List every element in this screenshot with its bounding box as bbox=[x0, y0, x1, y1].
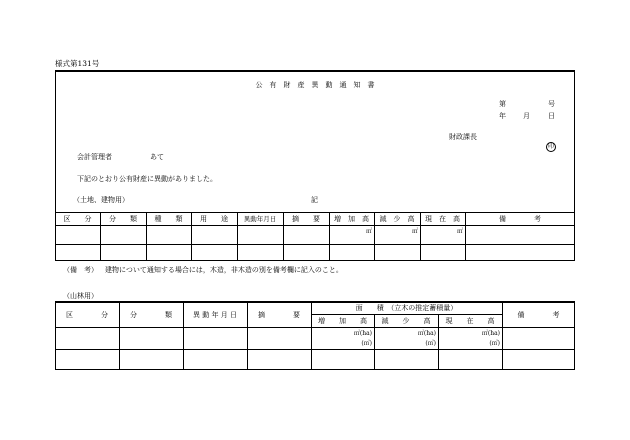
recipient: 会計管理者 bbox=[77, 153, 112, 161]
date-day-label: 日 bbox=[548, 112, 555, 120]
forest-label: （山林用） bbox=[63, 292, 98, 300]
unit-current: ㎡ bbox=[456, 228, 463, 235]
forest-unit-m3-decrease: (㎥) bbox=[425, 340, 436, 347]
forest-col-bunrui: 分 類 bbox=[130, 311, 172, 319]
body-text: 下記のとおり公有財産に異動がありました。 bbox=[77, 175, 217, 183]
forest-col-biko: 備 考 bbox=[517, 311, 560, 319]
ki-label: 記 bbox=[311, 196, 318, 204]
forest-col-date: 異 動 年 月 日 bbox=[193, 311, 237, 319]
forest-unit-ha-current: ㎡(ha) bbox=[481, 330, 500, 337]
number-label-dai: 第 bbox=[499, 100, 506, 108]
forest-header-bottom bbox=[55, 327, 575, 328]
col-header-shurui: 種 類 bbox=[154, 215, 183, 223]
unit-increase: ㎡ bbox=[365, 228, 372, 235]
col-header-current: 現 在 高 bbox=[425, 215, 460, 223]
date-month-label: 月 bbox=[523, 112, 530, 120]
recipient-suffix: あて bbox=[150, 153, 164, 161]
seal-mark: 印 bbox=[547, 143, 554, 150]
date-year-label: 年 bbox=[499, 112, 506, 120]
col-header-increase: 増 加 高 bbox=[334, 215, 369, 223]
category-note: （土地、建物用） bbox=[73, 196, 129, 204]
forest-col-decrease: 減 少 高 bbox=[381, 317, 431, 325]
col-header-yoto: 用 途 bbox=[200, 215, 228, 223]
forest-unit-ha-increase: ㎡(ha) bbox=[353, 330, 372, 337]
col-header-bunrui: 分 類 bbox=[109, 215, 137, 223]
table-row-divider bbox=[55, 244, 575, 245]
sender-title: 財政課長 bbox=[449, 133, 477, 141]
forest-col-kubun: 区 分 bbox=[66, 311, 108, 319]
col-header-kubun: 区 分 bbox=[63, 215, 92, 223]
table-header-bottom bbox=[55, 225, 575, 226]
forest-unit-ha-decrease: ㎡(ha) bbox=[417, 330, 436, 337]
area-header-divider bbox=[311, 314, 502, 315]
remark-text: 建物について通知する場合には，木造，非木造の別を備考欄に記入のこと。 bbox=[105, 266, 343, 274]
form-title: 公 有 財 産 異 動 通 知 書 bbox=[255, 81, 375, 89]
form-number: 様式第131号 bbox=[55, 59, 100, 68]
number-label-go: 号 bbox=[548, 100, 555, 108]
col-header-decrease: 減 少 高 bbox=[379, 215, 415, 223]
forest-col-tekiyo: 摘 要 bbox=[258, 311, 300, 319]
col-header-tekiyo: 摘 要 bbox=[292, 215, 320, 223]
main-form-frame bbox=[55, 70, 575, 261]
forest-unit-m3-increase: (㎥) bbox=[361, 340, 372, 347]
unit-decrease: ㎡ bbox=[411, 228, 418, 235]
col-header-biko: 備 考 bbox=[499, 215, 541, 223]
forest-area-header: 面 積 （立木の推定蓄積量） bbox=[355, 304, 458, 312]
forest-col-increase: 増 加 高 bbox=[318, 317, 367, 325]
table-top-line bbox=[55, 212, 575, 213]
forest-col-current: 現 在 高 bbox=[445, 317, 495, 325]
forest-unit-m3-current: (㎥) bbox=[489, 340, 500, 347]
forest-row-divider bbox=[55, 349, 575, 350]
col-header-date: 異動年月日 bbox=[243, 215, 277, 223]
remark-label: （備 考） bbox=[63, 266, 98, 274]
